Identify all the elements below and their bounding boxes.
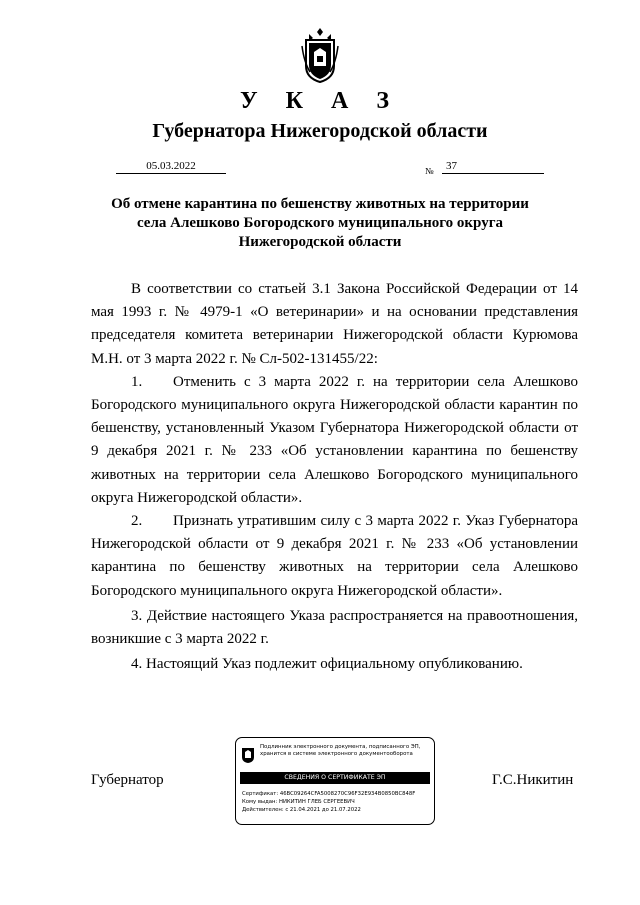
decree-number-label: №: [425, 166, 434, 176]
item-1-number: 1.: [131, 373, 143, 390]
decree-subtitle: Губернатора Нижегородской области: [152, 120, 488, 142]
signatory-name: Г.С.Никитин: [492, 772, 574, 788]
signatory-position: Губернатор: [91, 772, 164, 788]
decree-heading: Об отмене карантина по бешенству животных на территории села Алешково Богородского муниципального округа Нижегородской области: [111, 196, 529, 250]
item-4-paragraph: 4. Настоящий Указ подлежит официальному опубликованию.: [131, 656, 523, 673]
item-1-text: Отменить с 3 марта 2022 г. на территории села Алешково Богородского муниципального округа Нижегородской области карантин по бешенству, установленный Указом Губернатора Нижегородской области от 9 декабря 2021 г. № 233 «Об установлении карантина по бешенству животных на территории села Алешково Богородского муниципального округа Нижегородской области».: [91, 373, 578, 506]
item-2-paragraph: [91, 510, 578, 603]
stamp-valid-period: Действителен: с 21.04.2021 до 21.07.2022: [242, 807, 361, 813]
stamp-certificate-header: СВЕДЕНИЯ О СЕРТИФИКАТЕ ЭП: [240, 772, 430, 784]
item-1-paragraph: [91, 371, 578, 510]
stamp-certificate-id: Сертификат: 46BC09264CFA5008270C96F32E934B0850BC848F: [242, 791, 416, 797]
digital-signature-stamp: [235, 737, 435, 825]
coat-of-arms-emblem: [300, 26, 340, 84]
decree-title: У К А З: [239, 88, 400, 114]
decree-number: 37: [442, 160, 544, 174]
stamp-certificate-details: [242, 790, 432, 814]
stamp-issued-to: Кому выдан: НИКИТИН ГЛЕБ СЕРГЕЕВИЧ: [242, 799, 355, 805]
decree-body: [91, 278, 578, 676]
item-2-number: 2.: [131, 513, 143, 530]
decree-date: 05.03.2022: [116, 160, 226, 174]
item-2-text: Признать утратившим силу с 3 марта 2022 г. Указ Губернатора Нижегородской области от 9 декабря 2021 г. № 233 «Об установлении карантина по бешенству животных на территории села Алешково Богородского муниципального округа Нижегородской области».: [91, 513, 578, 599]
stamp-emblem-icon: [241, 745, 255, 764]
stamp-note: Подлинник электронного документа, подписанного ЭП, хранится в системе электронного документооборота: [260, 744, 421, 757]
intro-paragraph: В соответствии со статьей 3.1 Закона Российской Федерации от 14 мая 1993 г. № 4979-1 «О ветеринарии» и на основании представления председателя комитета ветеринарии Нижегородской области Курюмова М.Н. от 3 марта 2022 г. № Сл-502-131455/22:: [91, 281, 578, 367]
item-3-paragraph: 3. Действие настоящего Указа распространяется на правоотношения, возникшие с 3 марта 2022 г.: [91, 607, 578, 648]
